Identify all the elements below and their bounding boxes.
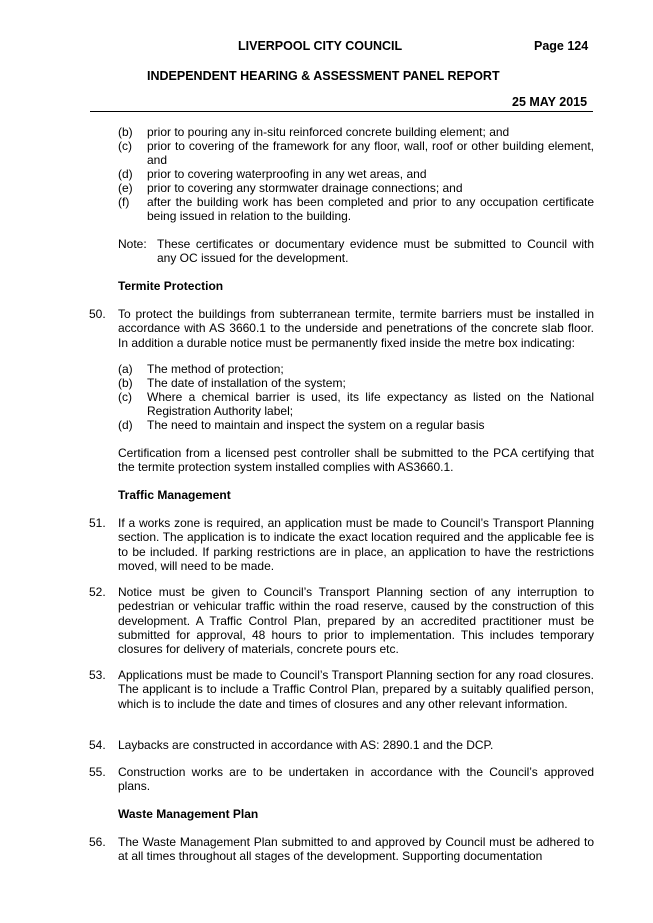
list-item-label: (e) (118, 181, 133, 195)
condition-number: 52. (89, 585, 106, 599)
list-item-label: (d) (118, 167, 133, 181)
condition-number: 54. (89, 738, 106, 752)
report-date: 25 MAY 2015 (512, 95, 588, 109)
condition-number: 53. (89, 668, 106, 682)
note-label: Note: (118, 237, 147, 251)
condition-number: 51. (89, 516, 106, 530)
note-text: These certificates or documentary evidence must be submitted to Council with any OC issued for the development. (157, 237, 594, 266)
header-rule (90, 111, 593, 112)
condition-text: If a works zone is required, an application must be made to Council’s Transport Planning section. The application is to indicate the exact location required and the applicable fee is to be included. If parking restrictions are in place, an application to have the restrictions moved, will need to be made. (118, 516, 594, 573)
list-item-label: (d) (118, 418, 133, 432)
section-heading-waste: Waste Management Plan (118, 807, 259, 821)
list-item-text: prior to pouring any in-situ reinforced concrete building element; and (147, 125, 510, 139)
list-item-label: (f) (118, 195, 130, 209)
condition-text: To protect the buildings from subterranean termite, termite barriers must be installed in accordance with AS 3660.1 to the underside and penetrations of the concrete slab floor. In addition a durable notice must be permanently fixed inside the metre box indicating: (118, 307, 594, 350)
list-item-label: (a) (118, 362, 133, 376)
list-item-text: The method of protection; (147, 362, 284, 376)
section-heading-termite: Termite Protection (118, 279, 224, 293)
list-item-label: (b) (118, 376, 133, 390)
list-item-text: The date of installation of the system; (147, 376, 346, 390)
list-item-label: (c) (118, 390, 132, 404)
condition-text: Applications must be made to Council’s Transport Planning section for any road closures. The applicant is to include a Traffic Control Plan, prepared by a suitably qualified person, which is to include the date and times of closures and any other relevant information. (118, 668, 594, 711)
list-item-text: after the building work has been completed and prior to any occupation certificate being issued in relation to the building. (147, 195, 594, 224)
list-item-text: Where a chemical barrier is used, its life expectancy as listed on the National Registration Authority label; (147, 390, 594, 419)
list-item-label: (c) (118, 139, 132, 153)
council-name: LIVERPOOL CITY COUNCIL (238, 39, 403, 53)
list-item-label: (b) (118, 125, 133, 139)
list-item-text: prior to covering any stormwater drainage connections; and (147, 181, 463, 195)
page-number: Page 124 (534, 39, 589, 53)
condition-number: 56. (89, 835, 106, 849)
section-heading-traffic: Traffic Management (118, 488, 231, 502)
condition-text: Construction works are to be undertaken in accordance with the Council’s approved plans. (118, 765, 594, 794)
list-item-text: prior to covering of the framework for any floor, wall, roof or other building element, and (147, 139, 594, 168)
list-item-text: The need to maintain and inspect the system on a regular basis (147, 418, 485, 432)
condition-number: 55. (89, 765, 106, 779)
condition-text: The Waste Management Plan submitted to and approved by Council must be adhered to at all times throughout all stages of the development. Supporting documentation (118, 835, 594, 864)
list-item-text: prior to covering waterproofing in any wet areas, and (147, 167, 427, 181)
condition-text: Notice must be given to Council’s Transport Planning section of any interruption to pedestrian or vehicular traffic within the road reserve, caused by the construction of this development. A Traffic Control Plan, prepared by an accredited practitioner must be submitted for approval, 48 hours to prior to implementation. This includes temporary closures for delivery of materials, concrete pours etc. (118, 585, 594, 657)
certification-text: Certification from a licensed pest controller shall be submitted to the PCA certifying that the termite protection system installed complies with AS3660.1. (118, 446, 594, 475)
report-title: INDEPENDENT HEARING & ASSESSMENT PANEL REPORT (147, 69, 500, 83)
condition-text: Laybacks are constructed in accordance with AS: 2890.1 and the DCP. (118, 738, 494, 752)
condition-number: 50. (89, 307, 106, 321)
